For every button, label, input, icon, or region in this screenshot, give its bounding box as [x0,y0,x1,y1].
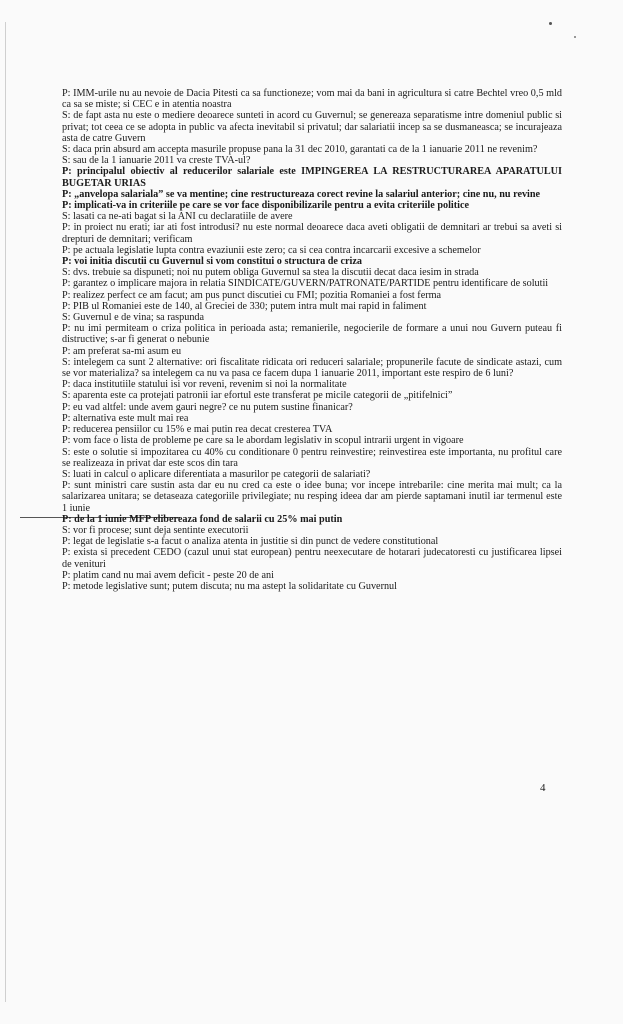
text-line: P: pe actuala legislatie lupta contra evaziunii este zero; ca si cea contra incarcarii excesive a schemelor [62,244,481,256]
text-line: S: vor fi procese; sunt deja sentinte executorii [62,524,249,536]
text-line: S: Guvernul e de vina; sa raspunda [62,312,205,324]
text-line: P: de la 1 iunie MFP elibereaza fond de salarii cu 25% mai putin [62,513,343,525]
text-line: S: de fapt asta nu este o mediere deoarece sunteti in acord cu Guvernul; se genereaza separatisme intre domeniul public si privat; tot ceea ce se adopta in public va afecta inevitabil si privatul; dar salariatii incep sa se dusmaneasca; se incurajeaza asta de catre Guvern [62,110,562,144]
text-line: P: in proiect nu erati; iar ati fost introdusi? nu este normal deoarece daca aveti obligatii de demnitari ar trebui sa aveti si drepturi de demnitari; verificam [62,222,562,245]
text-line: S: daca prin absurd am accepta masurile propuse pana la 31 dec 2010, garantati ca de la 1 ianuarie 2011 ne revenim? [62,144,538,156]
text-line: S: sau de la 1 ianuarie 2011 va creste TVA-ul? [62,155,251,167]
text-line: P: PIB ul Romaniei este de 140, al Greciei de 330; putem intra mult mai rapid in faliment [62,300,427,312]
text-line: P: garantez o implicare majora in relatia SINDICATE/GUVERN/PATRONATE/PARTIDE pentru identificare de solutii [62,278,549,290]
text-line: P: vom face o lista de probleme pe care sa le abordam legislativ in scopul intrarii urgent in vigoare [62,435,464,447]
text-line: P: eu vad altfel: unde avem gauri negre? ce nu putem sustine finanicar? [62,401,353,413]
page-edge-line [5,22,6,1002]
scan-speck [549,22,552,25]
scan-speck [574,36,576,38]
text-line: P: realizez perfect ce am facut; am pus punct discutiei cu FMI; pozitia Romaniei a fost ferma [62,289,442,301]
text-line: P: implicati-va in criteriile pe care se vor face disponibilizarile pentru a evita criteriile politice [62,200,470,212]
text-line: P: legat de legislatie s-a facut o analiza atenta in justitie si din punct de vedere constitutional [62,536,439,548]
text-line: S: luati in calcul o aplicare diferentiata a masurilor pe categorii de salariati? [62,468,371,480]
text-line: S: dvs. trebuie sa dispuneti; noi nu putem obliga Guvernul sa stea la discutii decat daca iesim in strada [62,267,479,279]
text-line: P: reducerea pensiilor cu 15% e mai putin rea decat cresterea TVA [62,424,333,436]
text-line: P: daca institutiile statului isi vor reveni, revenim si noi la normalitate [62,379,347,391]
text-line: P: principalul obiectiv al reducerilor salariale este IMPINGEREA LA RESTRUCTURAREA APARATULUI BUGETAR URIAS [62,166,562,189]
text-line: P: alternativa este mult mai rea [62,412,189,424]
text-line: S: aparenta este ca protejati patronii iar efortul este transferat pe micile categorii de „pitifelnici” [62,390,453,402]
text-line: S: intelegem ca sunt 2 alternative: ori fiscalitate ridicata ori reduceri salariale; propunerile facute de sindicate astazi, cum se vor materializa? sa intelegem ca nu va pasa ce facem dupa 1 ianuarie 2011, important este respiro de 6 luni? [62,356,562,380]
text-line: P: sunt ministri care sustin asta dar eu nu cred ca este o idee buna; vor incepe intrebarile: cine merita mai mult; ca la salarizarea unitara; se detaseaza categoriile privilegiate; nu resping ideea dar am pierde saptamani inutil iar termenul este 1 iunie [62,480,562,514]
text-line: P: IMM-urile nu au nevoie de Dacia Pitesti ca sa functioneze; vom mai da bani in agricultura si catre Bechtel vreo 0,5 mld ca sa se miste; si CEC e in atentia noastra [62,88,562,111]
text-line: P: platim cand nu mai avem deficit - peste 20 de ani [62,569,274,581]
text-line: S: lasati ca ne-ati bagat si la ANI cu declaratiile de avere [62,211,293,223]
text-line: P: voi initia discutii cu Guvernul si vom constitui o structura de criza [62,256,362,268]
text-line: P: „anvelopa salariala” se va mentine; cine restructureaza corect revine la salariul anterior; cine nu, nu revine [62,188,541,200]
text-line: P: exista si precedent CEDO (cazul unui stat european) pentru neexecutare de hotarari judecatoresti cu justificarea lipsei de venituri [62,547,562,570]
document-body [62,88,562,592]
text-line: P: nu imi permiteam o criza politica in perioada asta; remanierile, negocierile de formare a unui nou Guvern puteau fi distructive; s-ar fi generat o nebunie [62,323,562,346]
text-line: P: am preferat sa-mi asum eu [62,345,182,357]
page-number: 4 [540,782,546,794]
text-line: S: este o solutie si impozitarea cu 40% cu conditionare 0 pentru reinvestire; reinvestirea este importanta, nu profitul care se realizeaza in privat dar este scos din tara [62,446,562,469]
text-line: P: metode legislative sunt; putem discuta; nu ma astept la solidaritate cu Guvernul [62,580,397,592]
